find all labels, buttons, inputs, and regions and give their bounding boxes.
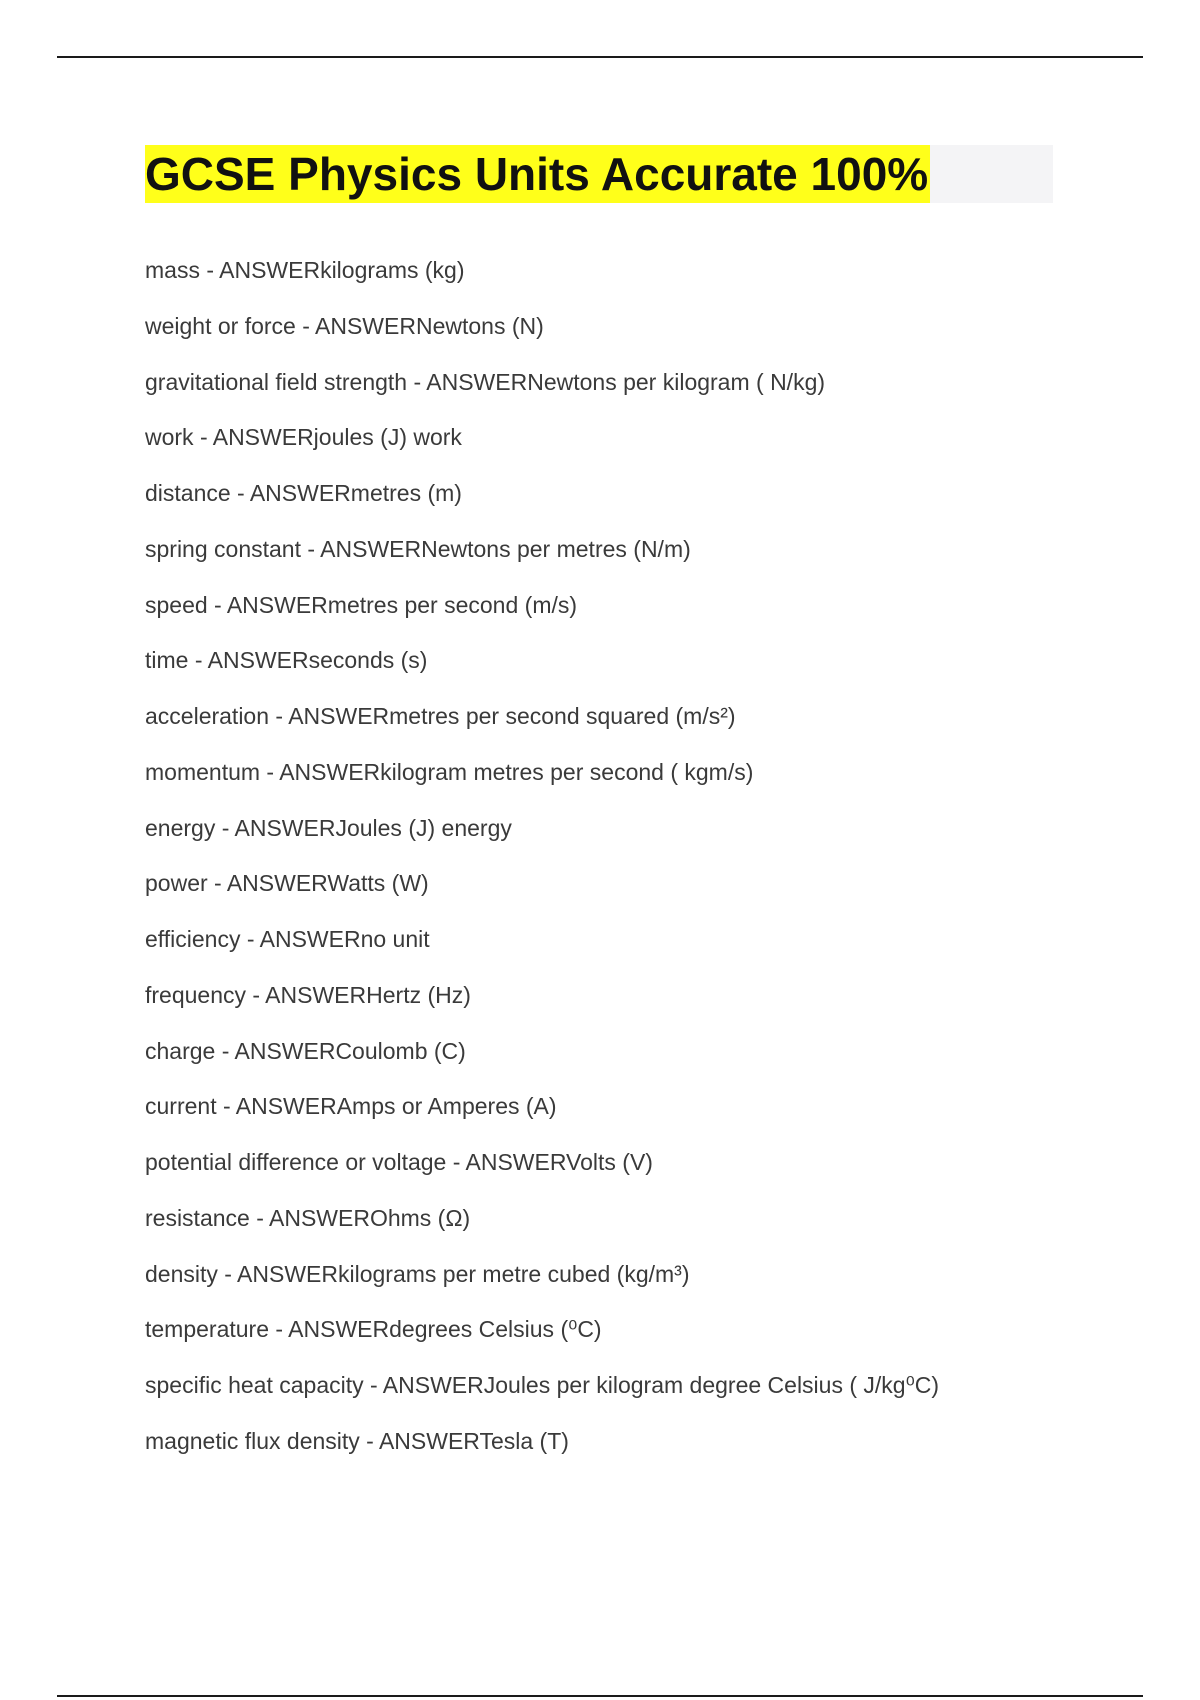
list-item: specific heat capacity - ANSWERJoules per kilogram degree Celsius ( J/kg⁰C) — [145, 1372, 940, 1398]
list-item: mass - ANSWERkilograms (kg) — [145, 257, 465, 283]
list-item: charge - ANSWERCoulomb (C) — [145, 1037, 466, 1064]
units-list — [145, 250, 1125, 1477]
list-item: potential difference or voltage - ANSWERVolts (V) — [145, 1149, 653, 1175]
title-block — [145, 145, 1053, 203]
list-item: gravitational field strength - ANSWERNewtons per kilogram ( N/kg) — [145, 368, 826, 395]
list-item: time - ANSWERseconds (s) — [145, 647, 428, 674]
list-item: energy - ANSWERJoules (J) energy — [145, 814, 512, 841]
top-rule — [57, 56, 1143, 58]
list-item: resistance - ANSWEROhms (Ω) — [145, 1204, 471, 1231]
list-item: temperature - ANSWERdegrees Celsius (⁰C) — [145, 1316, 602, 1343]
list-item: efficiency - ANSWERno unit — [145, 926, 430, 952]
list-item: frequency - ANSWERHertz (Hz) — [145, 981, 471, 1008]
list-item: magnetic flux density - ANSWERTesla (T) — [145, 1427, 569, 1454]
list-item: power - ANSWERWatts (W) — [145, 870, 429, 897]
list-item: distance - ANSWERmetres (m) — [145, 480, 462, 506]
list-item: momentum - ANSWERkilogram metres per second ( kgm/s) — [145, 758, 754, 785]
list-item: weight or force - ANSWERNewtons (N) — [145, 312, 544, 339]
page-title: GCSE Physics Units Accurate 100% — [145, 145, 930, 203]
list-item: work - ANSWERjoules (J) work — [145, 424, 462, 451]
list-item: current - ANSWERAmps or Amperes (A) — [145, 1093, 557, 1120]
list-item: spring constant - ANSWERNewtons per metres (N/m) — [145, 535, 691, 562]
list-item: density - ANSWERkilograms per metre cubed (kg/m³) — [145, 1260, 690, 1287]
list-item: speed - ANSWERmetres per second (m/s) — [145, 591, 578, 618]
list-item: acceleration - ANSWERmetres per second squared (m/s²) — [145, 703, 736, 729]
bottom-rule — [57, 1695, 1143, 1697]
